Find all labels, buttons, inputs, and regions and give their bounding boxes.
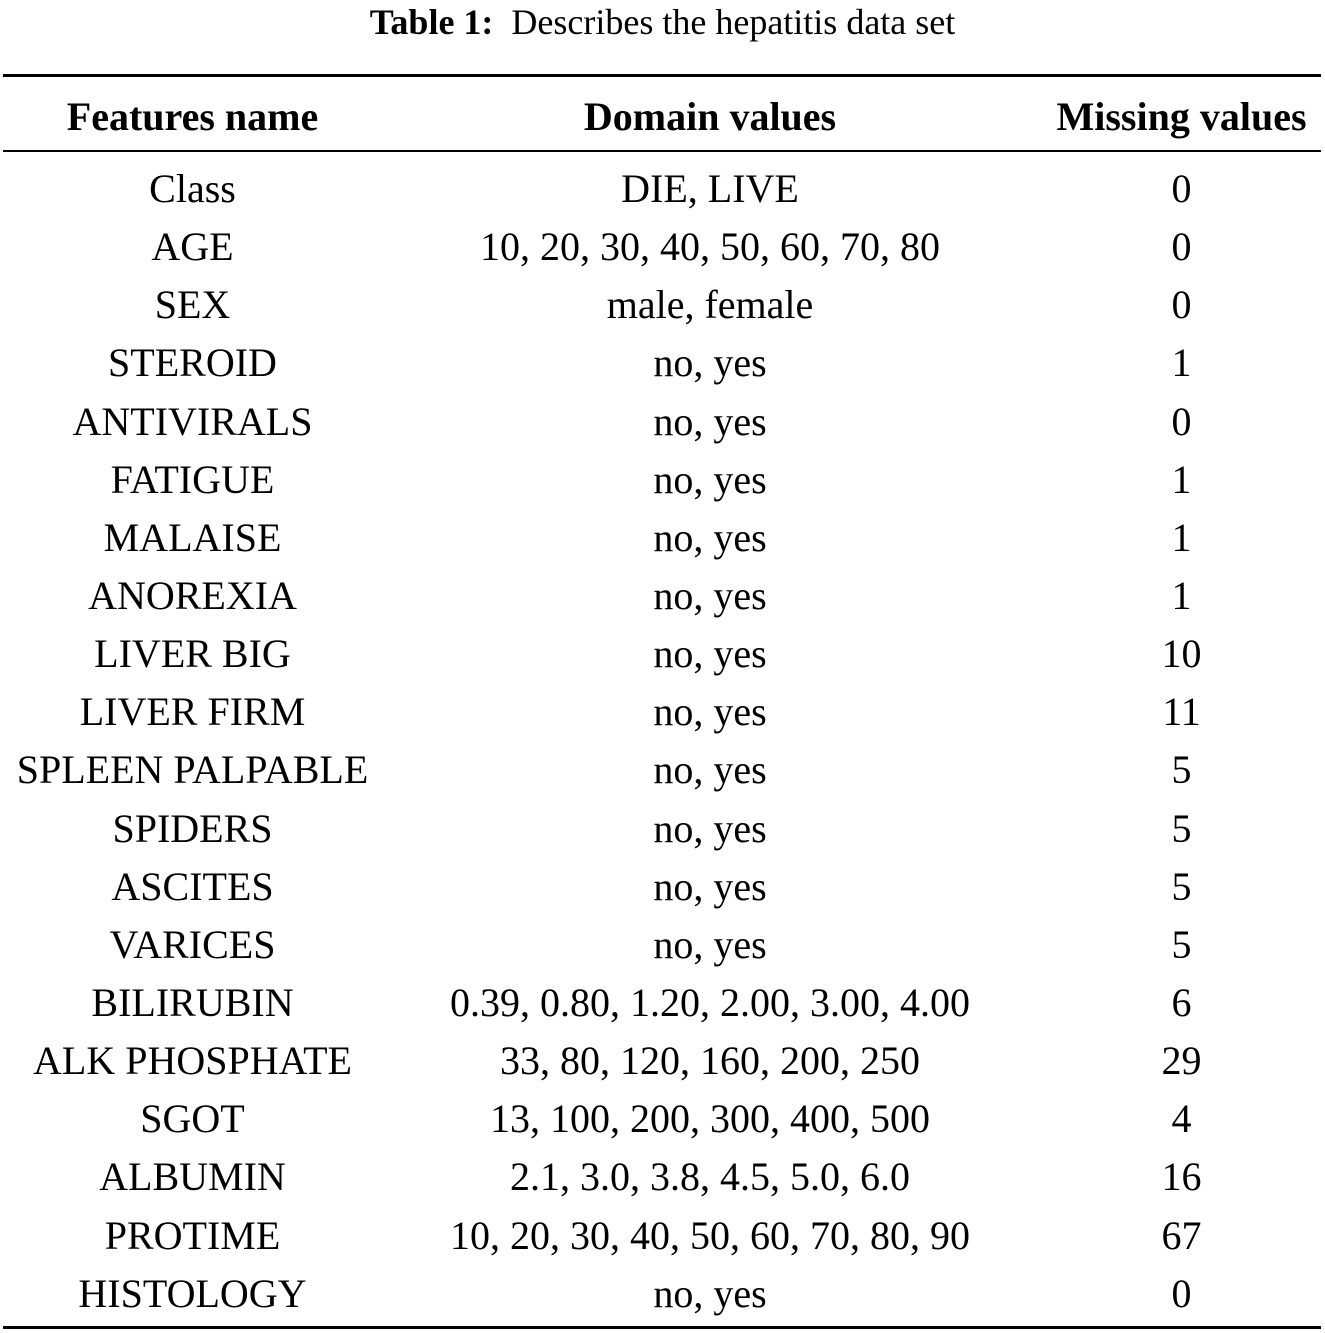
feature-cell: FATIGUE (110, 456, 275, 502)
domain-cell: DIE, LIVE (621, 166, 799, 211)
feature-cell: SPIDERS (112, 805, 273, 851)
feature-cell: BILIRUBIN (91, 979, 294, 1025)
table-row (0, 625, 1325, 683)
table-row (0, 858, 1325, 916)
missing-cell: 1 (1171, 456, 1192, 502)
missing-cell: 11 (1162, 689, 1201, 735)
table-top-rule (3, 74, 1321, 77)
domain-cell: no, yes (653, 572, 767, 618)
header-missing-values: Missing values (1056, 94, 1307, 139)
table-row (0, 218, 1325, 276)
missing-cell: 67 (1161, 1212, 1202, 1258)
caption-text: Describes the hepatitis data set (511, 2, 956, 42)
domain-cell: 33, 80, 120, 160, 200, 250 (500, 1038, 920, 1084)
missing-cell: 1 (1171, 514, 1192, 560)
feature-cell: ANOREXIA (88, 572, 297, 618)
missing-cell: 5 (1171, 921, 1192, 967)
domain-cell: 13, 100, 200, 300, 400, 500 (490, 1096, 930, 1142)
missing-cell: 0 (1171, 224, 1192, 270)
feature-cell: SEX (154, 282, 231, 328)
domain-cell: no, yes (653, 631, 767, 677)
table-row (0, 276, 1325, 334)
table-row (0, 1090, 1325, 1148)
table-bottom-rule (3, 1326, 1321, 1329)
table-row (0, 451, 1325, 509)
domain-cell: no, yes (653, 921, 767, 967)
table-row (0, 567, 1325, 625)
feature-cell: ALBUMIN (99, 1154, 286, 1200)
table-row (0, 1207, 1325, 1265)
missing-cell: 6 (1171, 979, 1192, 1025)
missing-cell: 4 (1171, 1096, 1192, 1142)
domain-cell: 10, 20, 30, 40, 50, 60, 70, 80 (480, 224, 940, 270)
domain-cell: no, yes (653, 1270, 767, 1316)
domain-cell: 0.39, 0.80, 1.20, 2.00, 3.00, 4.00 (450, 979, 970, 1025)
domain-cell: male, female (606, 282, 814, 328)
domain-cell: 10, 20, 30, 40, 50, 60, 70, 80, 90 (450, 1212, 970, 1258)
domain-cell: no, yes (653, 689, 767, 735)
table-body (0, 160, 1325, 1323)
feature-cell: LIVER BIG (94, 631, 291, 677)
feature-cell: Class (149, 166, 236, 211)
missing-cell: 5 (1171, 805, 1192, 851)
table-row (0, 916, 1325, 974)
domain-cell: no, yes (653, 514, 767, 560)
domain-cell: no, yes (653, 456, 767, 502)
table-row (0, 160, 1325, 218)
missing-cell: 0 (1171, 282, 1192, 328)
domain-cell: 2.1, 3.0, 3.8, 4.5, 5.0, 6.0 (510, 1154, 910, 1200)
feature-cell: STEROID (108, 340, 277, 386)
feature-cell: VARICES (109, 921, 276, 967)
missing-cell: 0 (1171, 1270, 1192, 1316)
missing-cell: 0 (1171, 398, 1192, 444)
missing-cell: 5 (1171, 863, 1192, 909)
feature-cell: SPLEEN PALPABLE (16, 747, 369, 793)
header-features-name: Features name (66, 94, 319, 139)
missing-cell: 5 (1171, 747, 1192, 793)
table-caption (0, 0, 1325, 48)
feature-cell: ALK PHOSPHATE (33, 1038, 352, 1084)
table-row (0, 334, 1325, 392)
table-header-row (0, 86, 1325, 148)
domain-cell: no, yes (653, 398, 767, 444)
table-row (0, 1265, 1325, 1323)
feature-cell: LIVER FIRM (79, 689, 306, 735)
missing-cell: 29 (1161, 1038, 1202, 1084)
feature-cell: ASCITES (111, 863, 274, 909)
table-row (0, 974, 1325, 1032)
feature-cell: SGOT (140, 1096, 245, 1142)
feature-cell: AGE (151, 224, 234, 270)
table-row (0, 509, 1325, 567)
table-row (0, 800, 1325, 858)
table-row (0, 393, 1325, 451)
domain-cell: no, yes (653, 747, 767, 793)
table-row (0, 1032, 1325, 1090)
feature-cell: PROTIME (104, 1212, 281, 1258)
table-row (0, 683, 1325, 741)
missing-cell: 1 (1171, 340, 1192, 386)
table-row (0, 741, 1325, 799)
caption-label: Table 1: (369, 2, 494, 42)
missing-cell: 1 (1171, 572, 1192, 618)
domain-cell: no, yes (653, 340, 767, 386)
missing-cell: 16 (1161, 1154, 1202, 1200)
feature-cell: MALAISE (103, 514, 282, 560)
domain-cell: no, yes (653, 863, 767, 909)
header-domain-values: Domain values (583, 94, 837, 139)
feature-cell: HISTOLOGY (78, 1270, 307, 1316)
missing-cell: 0 (1171, 166, 1192, 211)
domain-cell: no, yes (653, 805, 767, 851)
feature-cell: ANTIVIRALS (72, 398, 313, 444)
missing-cell: 10 (1161, 631, 1202, 677)
table-row (0, 1148, 1325, 1206)
table-header-rule (3, 150, 1321, 152)
